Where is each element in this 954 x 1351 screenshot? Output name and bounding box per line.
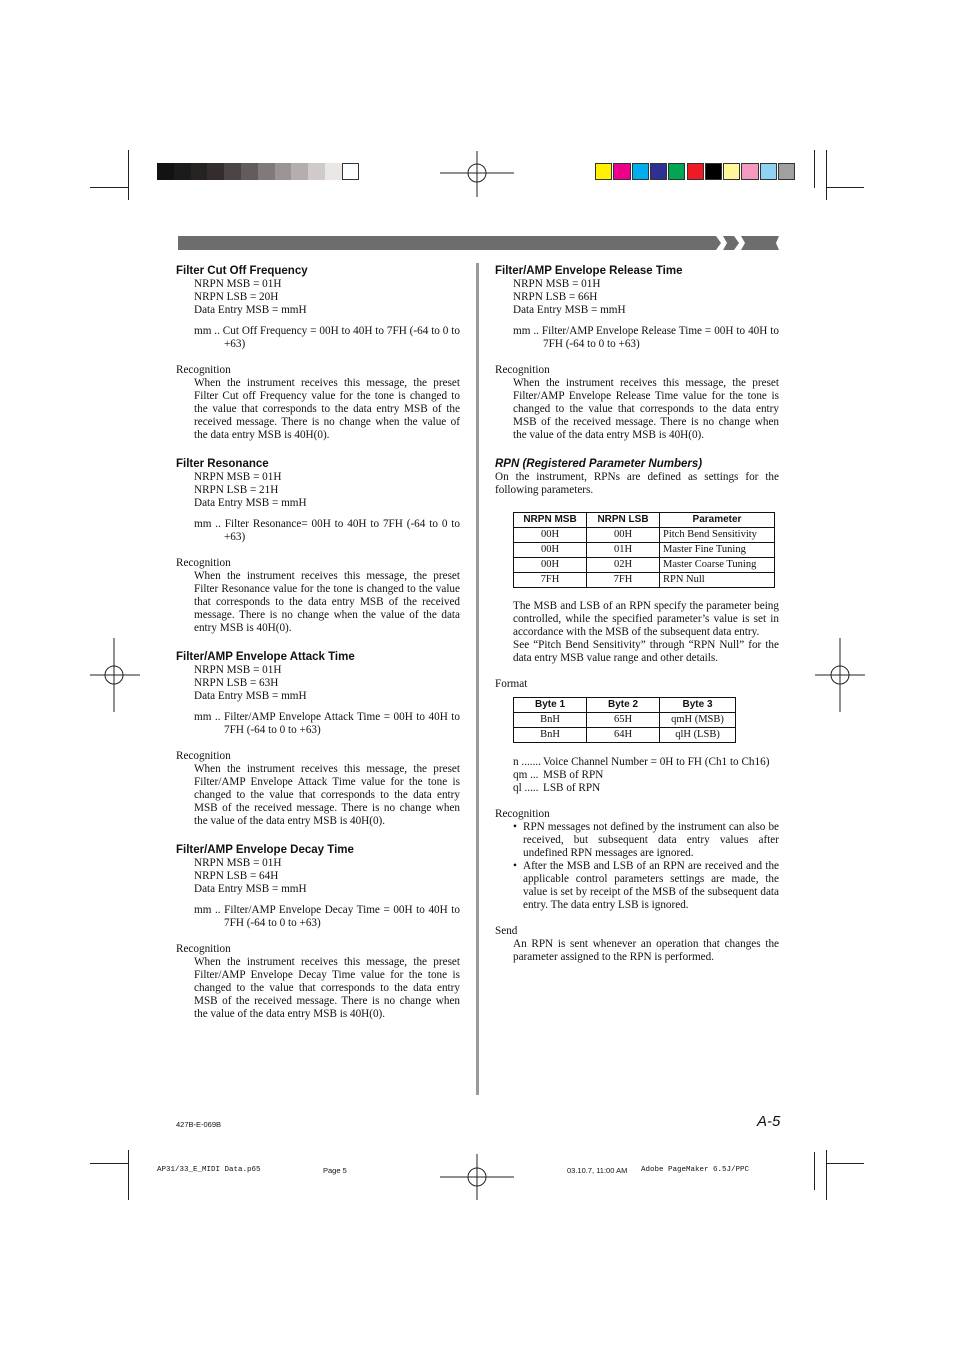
calibration-swatch [778, 163, 795, 180]
table-cell: 00H [514, 543, 587, 558]
registration-mark-top [440, 151, 514, 197]
calibration-swatch [325, 163, 342, 180]
def-value: Voice Channel Number = 0H to FH (Ch1 to Ch16) [543, 756, 770, 768]
calibration-swatch [632, 163, 649, 180]
calibration-swatch [705, 163, 722, 180]
recognition-text: When the instrument receives this message, the preset Filter Cut off Frequency value for the tone is changed to the value that corresponds to the data entry MSB of the received message. There is no change when the value of the data entry MSB is 40H(0). [194, 377, 460, 441]
value-range: mm .. Filter Resonance= 00H to 40H to 7FH (-64 to 0 to +63) [194, 518, 460, 543]
calibration-swatch [207, 163, 224, 180]
section-title: RPN (Registered Parameter Numbers) [495, 458, 703, 470]
registration-mark-bottom [440, 1154, 514, 1200]
right-column [495, 265, 779, 964]
format-label: Format [495, 678, 528, 690]
param-line: Data Entry MSB = mmH [194, 304, 307, 316]
recognition-label: Recognition [176, 943, 231, 955]
calibration-swatch [613, 163, 630, 180]
registration-mark-right [815, 638, 865, 712]
recognition-label: Recognition [495, 364, 550, 376]
send-label: Send [495, 925, 518, 937]
send-text: An RPN is sent whenever an operation that changes the parameter assigned to the RPN is performed. [513, 938, 779, 963]
section-title: Filter/AMP Envelope Attack Time [176, 651, 355, 663]
table-row [514, 558, 775, 573]
table-row [514, 528, 775, 543]
table-cell: 02H [587, 558, 660, 573]
color-calibration-bar [595, 163, 796, 180]
table-cell: 7FH [587, 573, 660, 588]
bullet-text: After the MSB and LSB of an RPN are received and the applicable control parameters settings are made, the value is set by receipt of the MSB of the subsequent data entry. The data entry LSB is ignored. [523, 860, 779, 911]
section-decay-time [176, 844, 460, 1021]
column-divider [476, 263, 479, 1095]
table-row [514, 728, 736, 743]
header-bar [178, 236, 780, 250]
format-table [513, 697, 736, 743]
page-number: A-5 [757, 1113, 781, 1130]
table-cell: 00H [514, 528, 587, 543]
recognition-text: When the instrument receives this message, the preset Filter/AMP Envelope Release Time value for the tone is changed to the value that corresponds to the data entry MSB of the received message. There is no change when the value of the data entry MSB is 40H(0). [513, 377, 779, 441]
recognition-label: Recognition [495, 808, 550, 820]
section-filter-cutoff [176, 265, 460, 442]
list-item: • RPN messages not defined by the instrument can also be received, but subsequent data entry values after undefined RPN messages are ignored. [513, 821, 779, 859]
calibration-swatch [595, 163, 612, 180]
calibration-swatch [342, 163, 359, 180]
bullet-text: RPN messages not defined by the instrument can also be received, but subsequent data entry values after undefined RPN messages are ignored. [523, 821, 779, 859]
document-code: 427B-E-069B [176, 1120, 222, 1129]
table-cell: 00H [587, 528, 660, 543]
param-line: NRPN LSB = 66H [513, 291, 598, 303]
calibration-swatch [157, 163, 174, 180]
calibration-swatch [668, 163, 685, 180]
table-cell: Master Fine Tuning [660, 543, 775, 558]
table-header: Byte 3 [660, 698, 736, 713]
section-title: Filter Cut Off Frequency [176, 265, 308, 277]
table-cell: BnH [514, 713, 587, 728]
section-attack-time [176, 651, 460, 828]
calibration-swatch [650, 163, 667, 180]
calibration-swatch [275, 163, 292, 180]
section-filter-resonance [176, 458, 460, 635]
section-release-time [495, 265, 779, 442]
recognition-text: When the instrument receives this message, the preset Filter/AMP Envelope Attack Time value for the tone is changed to the value that corresponds to the data entry MSB of the received message. There is no change when the value of the data entry MSB is 40H(0). [194, 763, 460, 827]
table-row [514, 543, 775, 558]
recognition-text: When the instrument receives this message, the preset Filter/AMP Envelope Decay Time value for the tone is changed to the value that corresponds to the data entry MSB of the received message. There is no change when the value of the data entry MSB is 40H(0). [194, 956, 460, 1020]
rpn-paragraph: See “Pitch Bend Sensitivity” through “RPN Null” for the data entry MSB value range and other details. [513, 639, 779, 664]
footer-application: Adobe PageMaker 6.5J/PPC [641, 1166, 750, 1174]
calibration-swatch [723, 163, 740, 180]
table-header: NRPN MSB [514, 513, 587, 528]
list-item: • After the MSB and LSB of an RPN are received and the applicable control parameters settings are made, the value is set by receipt of the MSB of the subsequent data entry. The data entry LSB is ignored. [513, 860, 779, 911]
param-line: NRPN LSB = 20H [194, 291, 279, 303]
format-definitions [495, 756, 779, 795]
param-line: NRPN LSB = 64H [194, 870, 279, 882]
calibration-swatch [174, 163, 191, 180]
def-value: LSB of RPN [543, 782, 601, 794]
recognition-label: Recognition [176, 364, 231, 376]
calibration-swatch [308, 163, 325, 180]
param-line: NRPN LSB = 21H [194, 484, 279, 496]
table-cell: BnH [514, 728, 587, 743]
rpn-intro: On the instrument, RPNs are defined as settings for the following parameters. [495, 471, 779, 496]
param-line: NRPN MSB = 01H [194, 664, 282, 676]
calibration-swatch [224, 163, 241, 180]
section-title: Filter Resonance [176, 458, 269, 470]
left-column [176, 265, 460, 1021]
table-cell: 64H [587, 728, 660, 743]
calibration-swatch [241, 163, 258, 180]
table-cell: qmH (MSB) [660, 713, 736, 728]
def-value: MSB of RPN [543, 769, 604, 781]
param-line: Data Entry MSB = mmH [194, 690, 307, 702]
registration-mark-left [90, 638, 140, 712]
recognition-label: Recognition [176, 750, 231, 762]
section-rpn [495, 458, 779, 964]
value-range: mm .. Filter/AMP Envelope Attack Time = 00H to 40H to 7FH (-64 to 0 to +63) [194, 711, 460, 736]
param-line: Data Entry MSB = mmH [194, 883, 307, 895]
param-line: Data Entry MSB = mmH [513, 304, 626, 316]
footer-date: 03.10.7, 11:00 AM [567, 1166, 628, 1175]
table-header: Parameter [660, 513, 775, 528]
value-range: mm .. Filter/AMP Envelope Release Time = 00H to 40H to 7FH (-64 to 0 to +63) [513, 325, 779, 350]
param-line: NRPN MSB = 01H [513, 278, 601, 290]
table-header: NRPN LSB [587, 513, 660, 528]
param-line: Data Entry MSB = mmH [194, 497, 307, 509]
rpn-paragraph: The MSB and LSB of an RPN specify the parameter being controlled, while the specified parameter’s value is set in accordance with the MSB of the subsequent data entry. [513, 600, 779, 638]
def-key: qm ... [513, 769, 539, 781]
rpn-table [513, 512, 775, 588]
calibration-swatch [760, 163, 777, 180]
recognition-label: Recognition [176, 557, 231, 569]
table-header: Byte 2 [587, 698, 660, 713]
table-cell: 65H [587, 713, 660, 728]
param-line: NRPN MSB = 01H [194, 471, 282, 483]
param-line: NRPN MSB = 01H [194, 857, 282, 869]
section-title: Filter/AMP Envelope Release Time [495, 265, 683, 277]
param-line: NRPN MSB = 01H [194, 278, 282, 290]
calibration-swatch [258, 163, 275, 180]
param-line: NRPN LSB = 63H [194, 677, 279, 689]
calibration-swatch [687, 163, 704, 180]
def-key: n ....... [513, 756, 541, 768]
calibration-swatch [291, 163, 308, 180]
table-row [514, 573, 775, 588]
table-cell: Master Coarse Tuning [660, 558, 775, 573]
value-range: mm .. Filter/AMP Envelope Decay Time = 00H to 40H to 7FH (-64 to 0 to +63) [194, 904, 460, 929]
table-cell: 00H [514, 558, 587, 573]
table-cell: qlH (LSB) [660, 728, 736, 743]
footer-page: Page 5 [323, 1166, 347, 1175]
table-row [514, 713, 736, 728]
section-title: Filter/AMP Envelope Decay Time [176, 844, 354, 856]
calibration-swatch [741, 163, 758, 180]
table-cell: 7FH [514, 573, 587, 588]
calibration-swatch [191, 163, 208, 180]
value-range: mm .. Cut Off Frequency = 00H to 40H to 7FH (-64 to 0 to +63) [194, 325, 460, 350]
grayscale-calibration-bar [157, 163, 359, 180]
footer-filename: AP31/33_E_MIDI Data.p65 [157, 1166, 261, 1174]
recognition-text: When the instrument receives this message, the preset Filter Resonance value for the tone is changed to the value that corresponds to the data entry MSB of the received message. There is no change when the value of the data entry MSB is 40H(0). [194, 570, 460, 634]
def-key: ql ..... [513, 782, 539, 794]
table-cell: RPN Null [660, 573, 775, 588]
table-header: Byte 1 [514, 698, 587, 713]
table-cell: 01H [587, 543, 660, 558]
table-cell: Pitch Bend Sensitivity [660, 528, 775, 543]
